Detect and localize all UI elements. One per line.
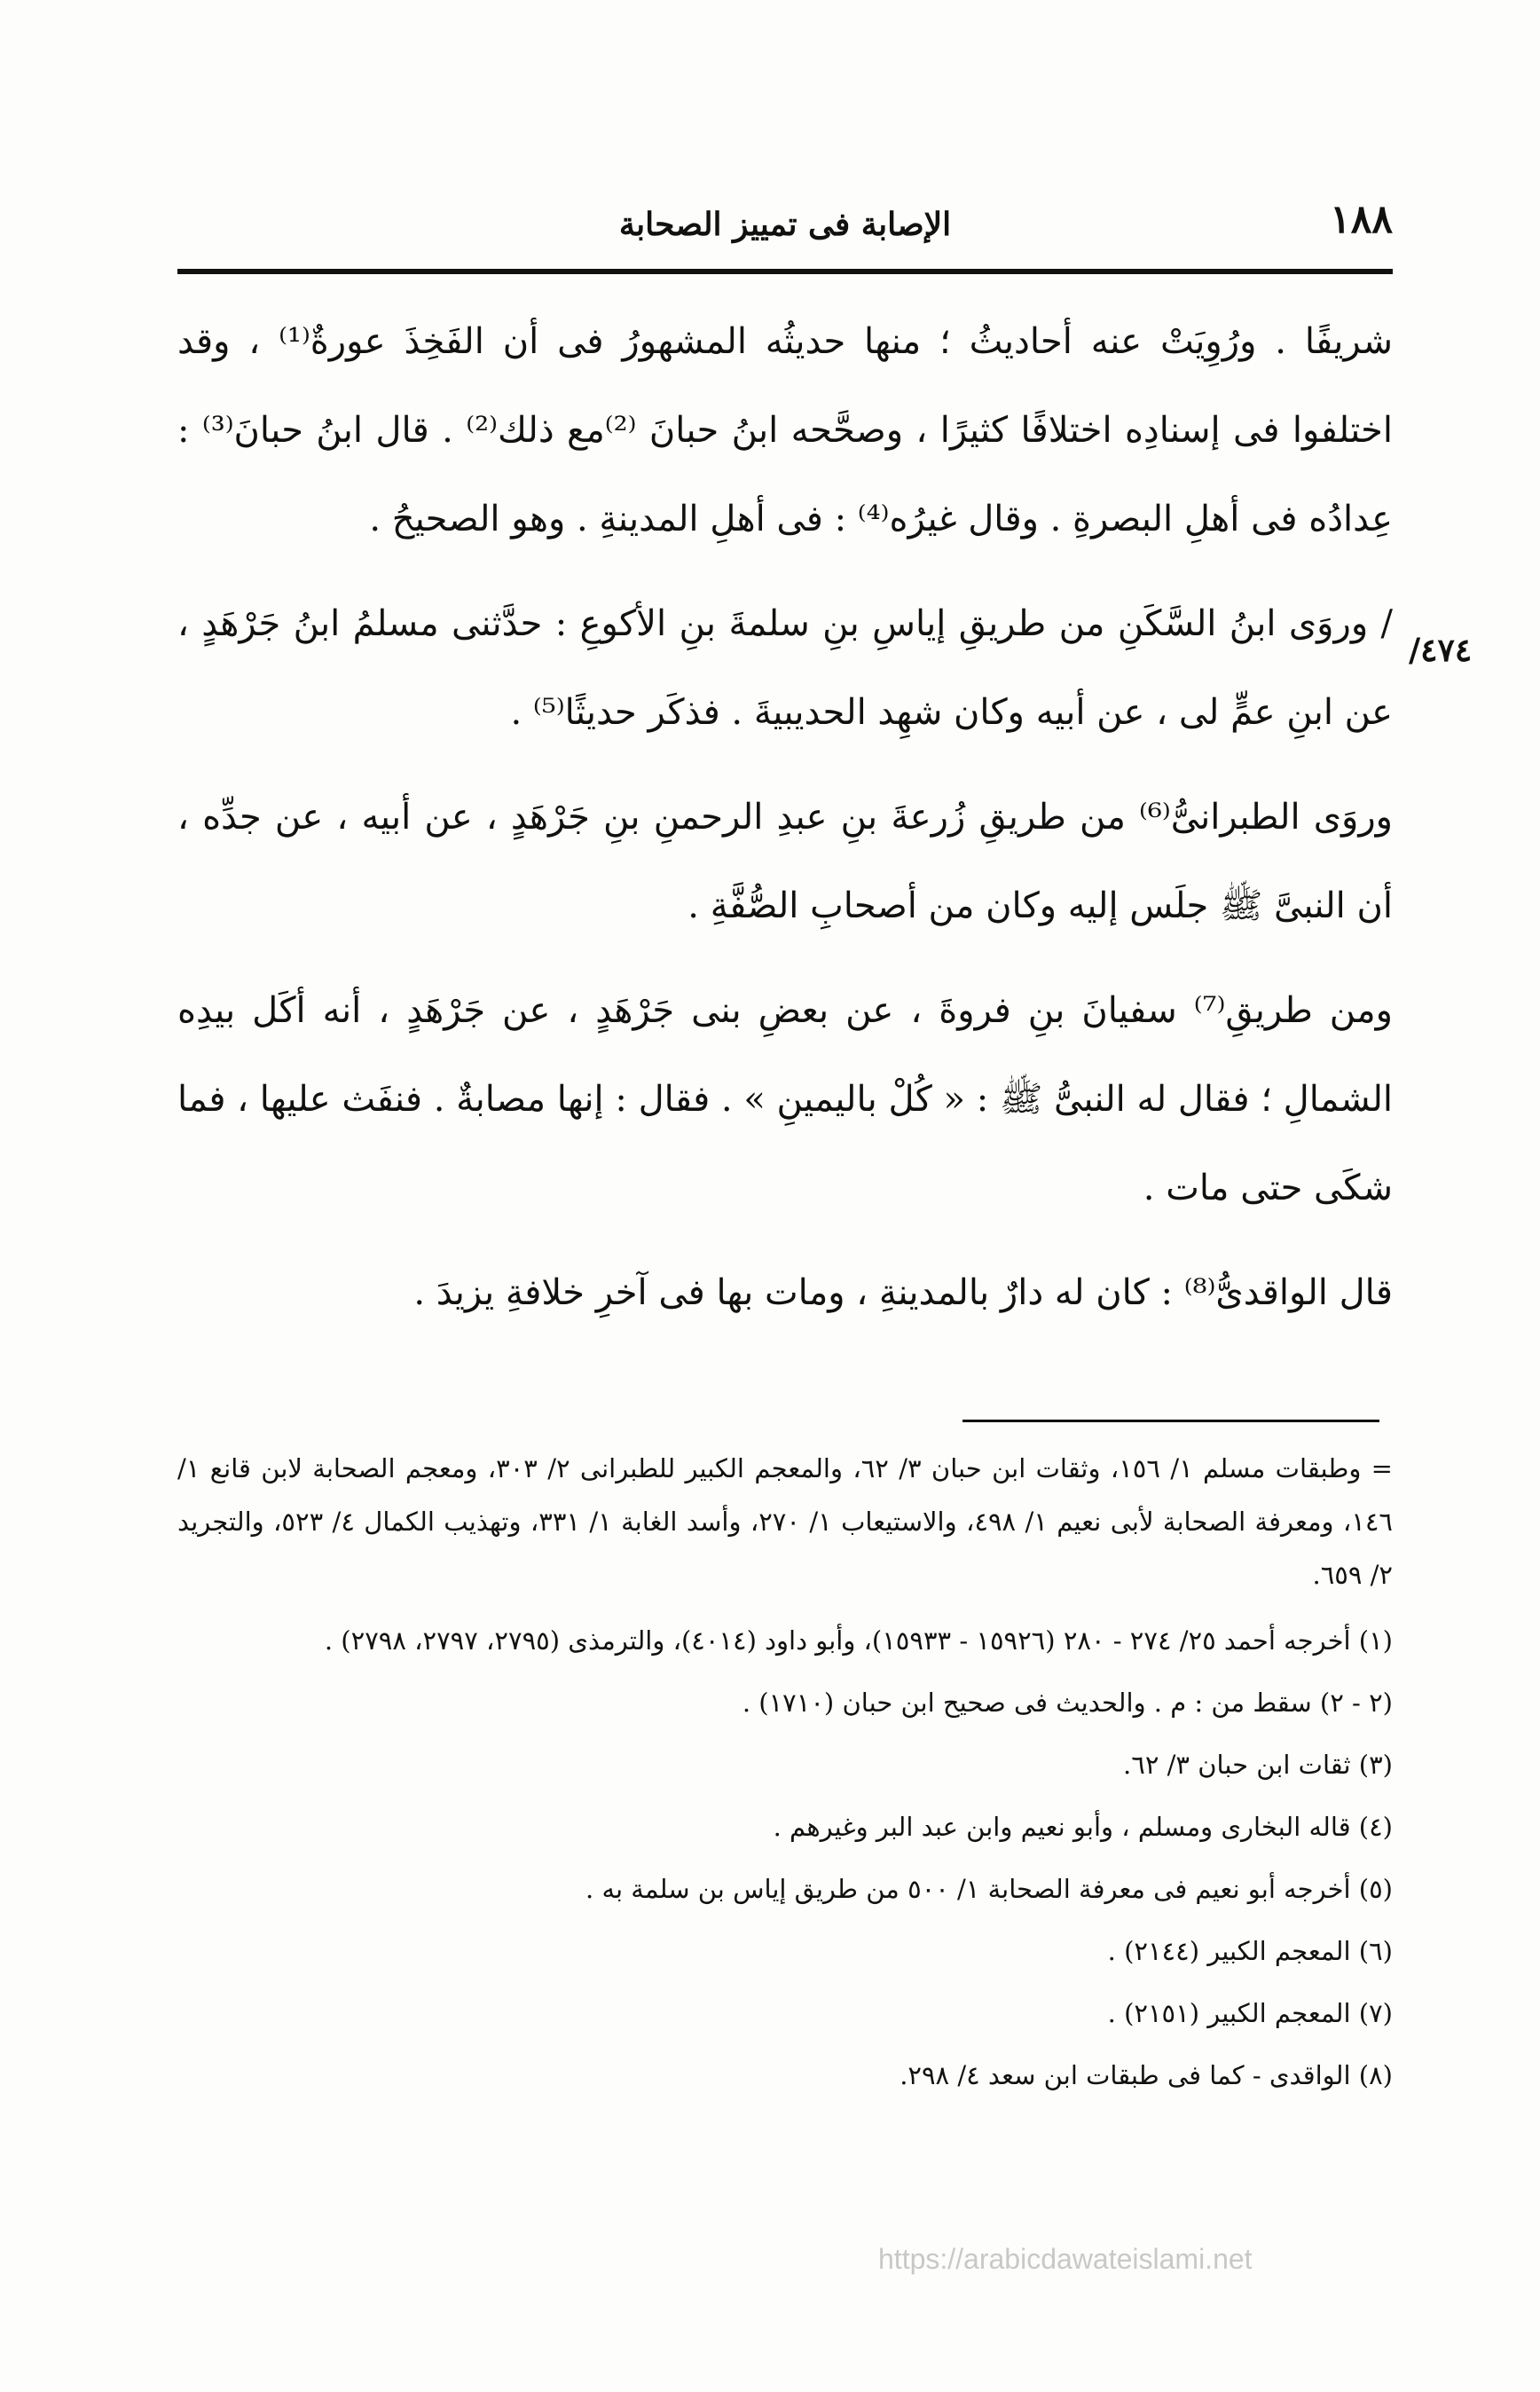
watermark-url: https://arabicdawateislami.net — [878, 2243, 1253, 2275]
footnote-7: (٧) المعجم الكبير (٢١٥١) . — [1107, 1998, 1393, 2028]
footnote-4: (٤) قاله البخارى ومسلم ، وأبو نعيم وابن عبد البر وغيرهم . — [773, 1812, 1393, 1842]
footnote-1: (١) أخرجه أحمد ٢٥/ ٢٧٤ - ٢٨٠ (١٥٩٢٦ - ١٥٩٣٣)، وأبو داود (٤٠١٤)، والترمذى (٢٧٩٥، ٢٧٩٧، ٢٧٩٨) . — [324, 1625, 1393, 1656]
footnote-separator — [962, 1420, 1379, 1422]
footnote-5: (٥) أخرجه أبو نعيم فى معرفة الصحابة ١/ ٥٠٠ من طريق إياس بن سلمة به . — [585, 1874, 1393, 1904]
paragraph-5: قال الواقدىُّ⁽⁸⁾ : كان له دارٌ بالمدينةِ ، ومات بها فى آخرِ خلافةِ يزيدَ . — [413, 1272, 1393, 1313]
margin-page-reference: ٤٧٤/ — [1409, 632, 1473, 669]
header-rule — [177, 269, 1393, 274]
page-number: ١٨٨ — [1330, 197, 1393, 242]
paragraph-3: وروَى الطبرانىُّ⁽⁶⁾ من طريقِ زُرعةَ بنِ عبدِ الرحمنِ بنِ جَرْهَدٍ ، عن أبيه ، عن جدِّه ، أن النبىَّ ﷺ جلَس إليه وكان من أصحابِ الصُّفَّةِ . — [177, 797, 1394, 926]
footnote-2: (٢ - ٢) سقط من : م . والحديث فى صحيح ابن حبان (١٧١٠) . — [742, 1688, 1393, 1718]
main-text — [177, 297, 1393, 1353]
paragraph-1: شريفًا . ورُوِيَتْ عنه أحاديثُ ؛ منها حديثُه المشهورُ فى أن الفَخِذَ عورةٌ⁽¹⁾ ، وقد اختلفوا فى إسنادِه اختلافًا كثيرًا ، وصحَّحه ابنُ حبانَ ⁽²⁾مع ذلك⁽²⁾ . قال ابنُ حبانَ⁽³⁾ : عِدادُه فى أهلِ البصرةِ . وقال غيرُه⁽⁴⁾ : فى أهلِ المدينةِ . وهو الصحيحُ . — [177, 321, 1394, 539]
running-title: الإصابة فى تمييز الصحابة — [618, 206, 952, 243]
footnote-6: (٦) المعجم الكبير (٢١٤٤) . — [1107, 1936, 1393, 1966]
footnote-continuation: = وطبقات مسلم ١/ ١٥٦، وثقات ابن حبان ٣/ ٦٢، والمعجم الكبير للطبرانى ٢/ ٣٠٣، ومعجم الصحابة لابن قانع ١/ ١٤٦، ومعرفة الصحابة لأبى نعيم ١/ ٤٩٨، والاستيعاب ١/ ٢٧٠، وأسد الغابة ١/ ٣٣١، وتهذيب الكمال ٤/ ٥٢٣، والتجريد ٢/ ٦٥٩. — [177, 1453, 1393, 1590]
footnote-8: (٨) الواقدى - كما فى طبقات ابن سعد ٤/ ٢٩٨. — [900, 2060, 1393, 2090]
page-header — [177, 193, 1393, 247]
footnotes — [177, 1442, 1393, 2111]
paragraph-4: ومن طريقِ⁽⁷⁾ سفيانَ بنِ فروةَ ، عن بعضِ بنى جَرْهَدٍ ، عن جَرْهَدٍ ، أنه أكَل بيدِه الشمالِ ؛ فقال له النبىُّ ﷺ : « كُلْ باليمينِ » . فقال : إنها مصابةٌ . فنفَث عليها ، فما شكَى حتى مات . — [177, 990, 1393, 1208]
footnote-3: (٣) ثقات ابن حبان ٣/ ٦٢. — [1123, 1750, 1393, 1780]
paragraph-2: / وروَى ابنُ السَّكَنِ من طريقِ إياسِ بنِ سلمةَ بنِ الأكوعِ : حدَّثنى مسلمُ ابنُ جَرْهَدٍ ، عن ابنِ عمٍّ لى ، عن أبيه وكان شهِد الحديبيةَ . فذكَر حديثًا⁽⁵⁾ . — [177, 603, 1393, 733]
